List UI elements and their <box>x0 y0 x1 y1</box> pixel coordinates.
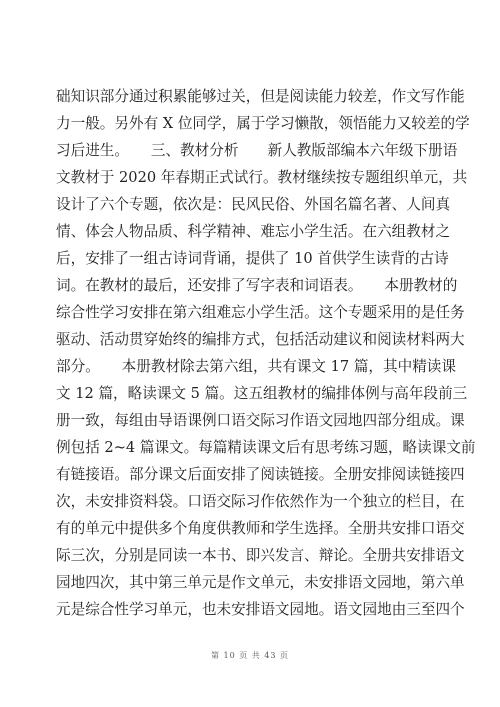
text-line: 际三次，分别是同读一本书、即兴发言、辩论。全册共安排语文 <box>56 547 465 564</box>
text-line: 综合性学习安排在第六组难忘小学生活。这个专题采用的是任务 <box>56 304 465 321</box>
text-line: 园地四次，其中第三单元是作文单元，未安排语文园地，第六单 <box>56 574 465 591</box>
text-line: 次，未安排资料袋。口语交际习作依然作为一个独立的栏目，在 <box>56 493 465 510</box>
text-line: 部分。 本册教材除去第六组，共有课文 17 篇，其中精读课 <box>56 358 456 375</box>
text-line: 习后进生。 三、教材分析 新人教版部编本六年级下册语 <box>56 142 458 159</box>
text-line: 册一致，每组由导语课例口语交际习作语文园地四部分组成。课 <box>56 412 465 429</box>
text-line: 有链接语。部分课文后面安排了阅读链接。全册安排阅读链接四 <box>56 466 465 483</box>
text-line: 力一般。另外有 X 位同学，属于学习懒散，领悟能力又较差的学 <box>56 115 470 132</box>
text-line: 词。在教材的最后，还安排了写字表和词语表。 本册教材的 <box>56 277 458 294</box>
text-line: 驱动、活动贯穿始终的编排方式，包括活动建议和阅读材料两大 <box>56 331 465 348</box>
text-line: 文 12 篇，略读课文 5 篇。这五组教材的编排体例与高年段前三 <box>56 385 468 402</box>
text-line: 元是综合性学习单元，也未安排语文园地。语文园地由三至四个 <box>56 601 465 618</box>
text-line: 后，安排了一组古诗词背诵，提供了 10 首供学生读背的古诗 <box>56 250 449 267</box>
text-line: 文教材于 2020 年春期正式试行。教材继续按专题组织单元，共 <box>56 169 468 186</box>
text-line: 例包括 2~4 篇课文。每篇精读课文后有思考练习题，略读课文前 <box>56 439 476 456</box>
text-line: 础知识部分通过积累能够过关，但是阅读能力较差，作文写作能 <box>56 88 465 105</box>
body-text <box>56 83 476 623</box>
text-line: 设计了六个专题，依次是：民风民俗、外国名篇名著、人间真 <box>56 196 451 213</box>
text-line: 有的单元中提供多个角度供教师和学生选择。全册共安排口语交 <box>56 520 465 537</box>
text-line: 情、体会人物品质、科学精神、难忘小学生活。在六组教材之 <box>56 223 451 240</box>
page-footer: 第 10 页 共 43 页 <box>210 651 290 660</box>
